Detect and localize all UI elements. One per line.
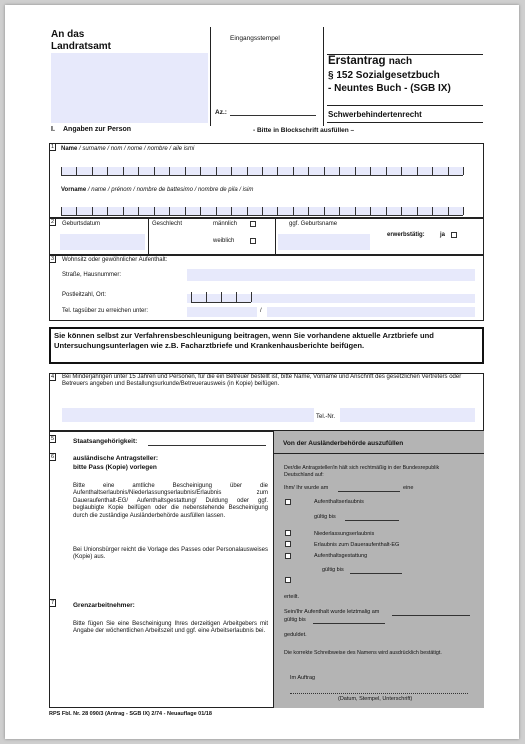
letter-box-divider [463, 207, 464, 215]
letter-box-divider [138, 167, 139, 175]
field-number-7: 7 [50, 600, 55, 606]
crossborder-paragraph: Bitte fügen Sie eine Bescheinigung Ihres derzeitigen Arbeitgebers mit Angabe der wöchentlichen Arbeitszeit und ggf. eine Arbeitserlaubnis bei. [73, 621, 268, 635]
letter-box-divider [308, 167, 309, 175]
letter-box-divider [448, 207, 449, 215]
employed-yes-label: ja [440, 232, 446, 238]
foreign-heading1: ausländische Antragsteller: [73, 455, 159, 462]
title-line3: - Neuntes Buch - (SGB IX) [328, 83, 451, 94]
letter-box-divider [324, 167, 325, 175]
since-suffix: eine [403, 485, 414, 491]
permanent-residence-label: Erlaubnis zum Daueraufenthalt-EG [314, 542, 400, 548]
male-label: männlich [213, 221, 238, 227]
letter-box-divider [324, 207, 325, 215]
letter-box-divider [247, 167, 248, 175]
section-instruction: - Bitte in Blockschrift ausfüllen – [253, 127, 355, 134]
phone-number-field[interactable] [267, 307, 475, 317]
letter-box-divider [200, 207, 201, 215]
since-date-field[interactable] [338, 491, 400, 492]
spelling-confirmation: Die korrekte Schreibweise des Namens wird ausdrücklich bestätigt. [284, 650, 442, 656]
phone-area-field[interactable] [187, 307, 257, 317]
guardian-tel-label: Tel.-Nr. [316, 414, 336, 420]
col-divider-1 [148, 218, 149, 255]
letter-box-divider [123, 167, 124, 175]
recipient-address-field[interactable] [51, 53, 208, 123]
letter-box-divider [76, 167, 77, 175]
title-divider [327, 105, 483, 106]
letter-box-divider [61, 167, 62, 175]
signature-caption: (Datum, Stempel, Unterschrift) [338, 696, 413, 702]
letter-box-baseline [61, 175, 463, 176]
valid-until-label-1: gültig bis [314, 514, 336, 520]
foreign-paragraph1: Bitte eine amtliche Bescheinigung über die Aufenthaltserlaubnis/Niederlassungserlaubnis/Erlaubnis zum Daueraufenthalt-EG/ Aufenthaltsgestattung/ Duldung oder ggf. beglaubigte Kopie beifügen oder die nebenstehende Bescheinigung durch die zuständige Ausländerbehörde ausfüllen lassen. [73, 483, 268, 519]
letter-box-divider [370, 167, 371, 175]
valid-until-field-1[interactable] [345, 520, 399, 521]
asylum-permit-label: Aufenthaltsgestattung [314, 553, 368, 559]
letter-box-divider [185, 207, 186, 215]
letter-box-divider [386, 207, 387, 215]
letter-box-divider [231, 167, 232, 175]
granted-label: erteilt. [284, 594, 299, 600]
letter-box-divider [107, 207, 108, 215]
letter-box-divider [293, 167, 294, 175]
letter-box-divider [262, 207, 263, 215]
letter-box-divider [355, 167, 356, 175]
female-label: weiblich [213, 238, 235, 244]
birthdate-field[interactable] [60, 234, 145, 250]
letter-box-divider [236, 292, 237, 302]
field-number-5: 5 [50, 436, 55, 442]
guardian-tel-field[interactable] [340, 408, 475, 422]
letter-box-divider [154, 167, 155, 175]
extended-line1: Sein/Ihr Aufenthalt wurde letztmalig am [284, 609, 380, 615]
title-after: nach [388, 56, 413, 67]
zip-label: Postleitzahl, Ort: [62, 292, 107, 298]
letter-box-divider [92, 167, 93, 175]
section-heading: Angaben zur Person [63, 126, 132, 133]
letter-box-divider [154, 207, 155, 215]
male-checkbox[interactable] [250, 221, 256, 227]
valid-until-field-2[interactable] [350, 573, 402, 574]
letter-box-divider [370, 207, 371, 215]
authority-heading-divider [273, 453, 484, 454]
name-label-row [61, 146, 194, 153]
recipient-line1: An das [51, 29, 85, 40]
letter-box-divider [432, 207, 433, 215]
tolerated-label: geduldet. [284, 632, 307, 638]
employed-checkbox[interactable] [451, 232, 457, 238]
letter-box-divider [277, 167, 278, 175]
letter-box-divider [262, 167, 263, 175]
letter-box-divider [339, 167, 340, 175]
letter-box-divider [123, 207, 124, 215]
form-subtitle: Schwerbehindertenrecht [328, 110, 422, 119]
street-field[interactable] [187, 269, 475, 281]
header-bottom-rule [327, 122, 483, 123]
stamp-label: Eingangsstempel [230, 35, 280, 42]
employed-label: erwerbstätig: [387, 232, 425, 238]
letter-box-divider [251, 292, 252, 302]
form-title [328, 55, 412, 68]
field-number-4: 4 [50, 374, 55, 380]
letter-box-divider [169, 167, 170, 175]
guardian-field[interactable] [62, 408, 314, 422]
notice-text: Sie können selbst zur Verfahrensbeschleunigung beitragen, wenn Sie vorhandene aktuelle Arztbriefe und Untersuchungsunterlagen wie z.B. Facharztbriefe und Krankenhausberichte beifügen. [54, 331, 434, 350]
field-number-1: 1 [50, 144, 55, 150]
letter-box-divider [221, 292, 222, 302]
authority-heading: Von der Ausländerbehörde auszufüllen [283, 440, 404, 447]
since-prefix: Ihm/ Ihr wurde am [284, 485, 329, 491]
letter-box-divider [308, 207, 309, 215]
nationality-field[interactable] [148, 445, 266, 446]
recipient-line2: Landratsamt [51, 41, 112, 52]
nationality-label: Staatsangehörigkeit: [73, 438, 138, 445]
signature-field[interactable] [290, 693, 468, 694]
letter-box-divider [92, 207, 93, 215]
valid-until-label-2: gültig bis [322, 567, 344, 573]
az-field[interactable] [230, 115, 316, 116]
residence-permit-label: Aufenthaltserlaubnis [314, 499, 364, 505]
field-number-6: 6 [50, 454, 55, 460]
letter-box-divider [432, 167, 433, 175]
name-label: Name [61, 146, 78, 152]
foreign-heading2: bitte Pass (Kopie) vorlegen [73, 464, 157, 471]
birthdate-label: Geburtsdatum [62, 221, 101, 227]
letter-box-divider [401, 207, 402, 215]
name-translations: / surname / nom / nome / nombre / aile ismi [79, 146, 195, 152]
letter-box-divider [138, 207, 139, 215]
residence-label: Wohnsitz oder gewöhnlicher Aufenthalt: [62, 257, 168, 263]
field-number-3: 3 [50, 256, 55, 262]
crossborder-heading: Grenzarbeitnehmer: [73, 602, 135, 609]
letter-box-divider [206, 292, 207, 302]
letter-box-divider [76, 207, 77, 215]
settlement-permit-checkbox[interactable] [285, 530, 291, 536]
birthname-field[interactable] [278, 234, 370, 250]
letter-box-divider [339, 207, 340, 215]
street-label: Straße, Hausnummer: [62, 272, 122, 278]
female-checkbox[interactable] [250, 238, 256, 244]
letter-box-divider [277, 207, 278, 215]
extended-valid-field[interactable] [313, 623, 385, 624]
title-line2: § 152 Sozialgesetzbuch [328, 70, 440, 81]
field-number-2: 2 [50, 219, 55, 225]
letter-box-baseline [191, 302, 251, 303]
vorname-label: Vorname [61, 187, 87, 193]
letter-box-divider [61, 207, 62, 215]
asylum-permit-checkbox[interactable] [285, 553, 291, 559]
permanent-residence-checkbox[interactable] [285, 541, 291, 547]
phone-label: Tel. tagsüber zu erreichen unter: [62, 308, 149, 314]
col-divider-2 [275, 218, 276, 255]
letter-box-divider [355, 207, 356, 215]
foreign-paragraph2: Bei Unionsbürger reicht die Vorlage des Passes oder Personalausweises (Kopie) aus. [73, 547, 268, 561]
form-footer: RPS Fbl. Nr. 28 090/3 (Antrag - SGB IX) 2/74 - Neuauflage 01/18 [49, 711, 212, 717]
letter-box-divider [293, 207, 294, 215]
tolerated-checkbox[interactable] [285, 577, 291, 583]
letter-box-divider [247, 207, 248, 215]
vorname-translations: / name / prénom / nombre de battesimo / nombre de pila / isim [87, 187, 254, 193]
phone-separator: / [260, 308, 262, 314]
letter-box-divider [216, 167, 217, 175]
title-main: Erstantrag [328, 55, 386, 67]
letter-box-divider [191, 292, 192, 302]
letter-box-baseline [61, 215, 463, 216]
extended-date-field[interactable] [392, 615, 470, 616]
birthname-label: ggf. Geburtsname [289, 221, 338, 227]
extended-line2: gültig bis [284, 617, 306, 623]
form-page [5, 5, 519, 739]
letter-box-divider [216, 207, 217, 215]
letter-box-divider [200, 167, 201, 175]
letter-box-divider [448, 167, 449, 175]
letter-box-divider [386, 167, 387, 175]
residence-permit-checkbox[interactable] [285, 499, 291, 505]
letter-box-divider [417, 207, 418, 215]
gender-label: Geschlecht [152, 221, 183, 227]
letter-box-divider [401, 167, 402, 175]
settlement-permit-label: Niederlassungserlaubnis [314, 531, 375, 537]
letter-box-divider [107, 167, 108, 175]
vorname-label-row [61, 187, 253, 194]
letter-box-divider [185, 167, 186, 175]
az-label: Az.: [215, 109, 227, 116]
letter-box-divider [169, 207, 170, 215]
letter-box-divider [417, 167, 418, 175]
letter-box-divider [231, 207, 232, 215]
authority-intro: Der/die Antragsteller/in hält sich rechtmäßig in der Bundesrepublik Deutschland auf: [284, 465, 440, 478]
on-behalf-label: Im Auftrag [290, 675, 316, 681]
section-roman: I. [51, 126, 55, 133]
guardian-text: Bei Minderjährigen unter 15 Jahren und Personen, für die ein Betreuer bestellt ist, bitte Name, Vorname und Anschrift des gesetzlichen Vertreters oder Betreuers angeben und Bestallungsurkunde/Betreuerausweis (in Kopie) beifügen. [62, 374, 462, 388]
letter-box-divider [463, 167, 464, 175]
